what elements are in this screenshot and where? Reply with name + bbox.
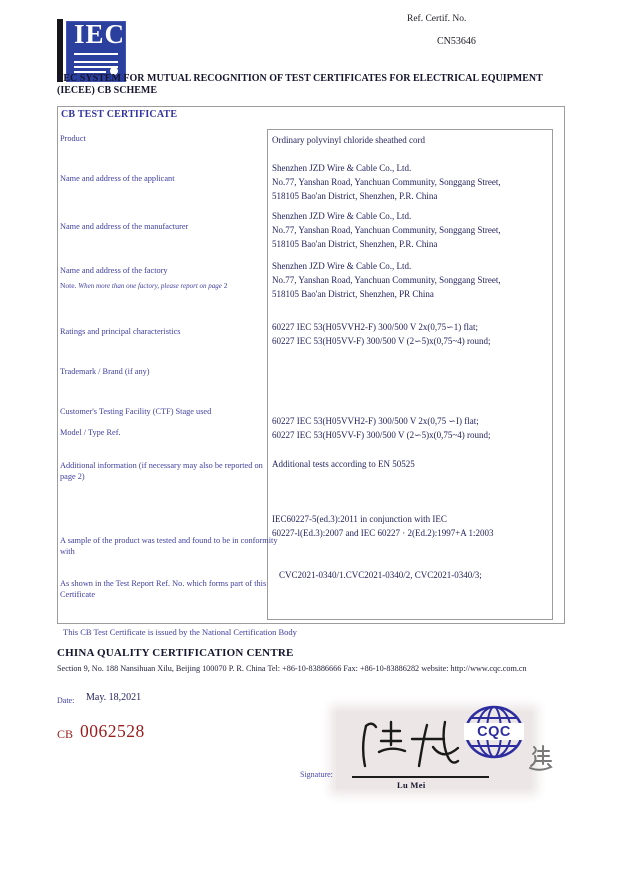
signatory-name: Lu Mei: [397, 780, 426, 790]
stamp-character: [527, 744, 553, 772]
additional-info-value: Additional tests according to EN 50525: [272, 459, 415, 469]
applicant-line: 518105 Bao'an District, Shenzhen, P.R. China: [272, 191, 438, 201]
model-type-label: Model / Type Ref.: [60, 428, 121, 437]
iec-logo-underline: [74, 53, 118, 55]
factory-note-prefix: Note.: [60, 281, 77, 290]
factory-line: No.77, Yanshan Road, Yanchuan Community, Songgang Street,: [272, 275, 501, 285]
ncb-name: CHINA QUALITY CERTIFICATION CENTRE: [57, 647, 294, 659]
test-report-label: As shown in the Test Report Ref. No. which forms part of this Certificate: [60, 579, 267, 599]
signature-label: Signature:: [300, 770, 333, 779]
cb-number-prefix: CB: [57, 727, 74, 741]
scheme-title-line2: (IECEE) CB SCHEME: [57, 84, 158, 96]
factory-line: Shenzhen JZD Wire & Cable Co., Ltd.: [272, 261, 412, 271]
manufacturer-value: [272, 209, 548, 251]
manufacturer-line: 518105 Bao'an District, Shenzhen, P.R. China: [272, 239, 438, 249]
additional-info-label: Additional information (if necessary may also be reported on page 2): [60, 461, 263, 481]
manufacturer-label: Name and address of the manufacturer: [60, 222, 189, 231]
ref-certif-no-label: Ref. Certif. No.: [407, 14, 467, 24]
product-label: Product: [60, 134, 86, 143]
test-report-value: CVC2021-0340/1.CVC2021-0340/2, CVC2021-0340/3;: [279, 570, 482, 580]
product-value: Ordinary polyvinyl chloride sheathed cord: [272, 135, 425, 145]
issued-by-statement: This CB Test Certificate is issued by the National Certification Body: [63, 627, 297, 637]
trademark-label: Trademark / Brand (if any): [60, 367, 150, 376]
model-line: 60227 IEC 53(H05VVH2-F) 300/500 V 2x(0,75 ∽I) flat;: [272, 416, 479, 426]
scheme-title-line1: I EC SYSTEM FOR MUTUAL RECOGNITION OF TEST CERTIFICATES FOR ELECTRICAL EQUIPMENT: [57, 73, 543, 84]
model-line: 60227 IEC 53(H05VV-F) 300/500 V (2∽5)x(0,75~4) round;: [272, 430, 491, 440]
date-value: May. 18,2021: [86, 692, 142, 703]
factory-note-italic: When more than one factory, please report on page: [78, 282, 222, 290]
applicant-value: [272, 161, 548, 203]
applicant-line: No.77, Yanshan Road, Yanchuan Community, Songgang Street,: [272, 177, 501, 187]
conformity-label: A sample of the product was tested and found to be in conformity with: [60, 536, 278, 556]
conformity-line: 60227-l(Ed.3):2007 and IEC 60227 · 2(Ed.2):1997+A 1:2003: [272, 528, 494, 538]
cb-test-certificate-title: CB TEST CERTIFICATE: [61, 109, 178, 120]
cb-number-value: 0062528: [80, 721, 145, 741]
manufacturer-line: No.77, Yanshan Road, Yanchuan Community, Songgang Street,: [272, 225, 501, 235]
factory-line: 518105 Bao'an District, Shenzhen, PR China: [272, 289, 434, 299]
signature-line: [352, 776, 489, 778]
applicant-line: Shenzhen JZD Wire & Cable Co., Ltd.: [272, 163, 412, 173]
factory-label: Name and address of the factory: [60, 266, 168, 275]
factory-note-suffix: 2: [223, 281, 228, 290]
cqc-logo-text: CQC: [464, 723, 524, 740]
ratings-line: 60227 IEC 53(H05VVH2-F) 300/500 V 2x(0,75∽1) flat;: [272, 322, 478, 332]
conformity-value: [272, 512, 548, 540]
factory-value: [272, 259, 548, 301]
ratings-line: 60227 IEC 53(H05VV-F) 300/500 V (2∽5)x(0,75~4) round;: [272, 336, 491, 346]
cqc-logo: [463, 705, 525, 759]
ctf-stage-label: Customer's Testing Facility (CTF) Stage used: [60, 407, 212, 416]
ref-certif-no-value: CN53646: [437, 36, 476, 47]
scheme-title: [57, 73, 567, 96]
ncb-address: Section 9, No. 188 Nansihuan Xilu, Beijing 100070 P. R. China Tel: +86-10-83886666 Fax: +86-10-83886282 website: http://www.cqc.com.cn: [57, 664, 527, 673]
conformity-line: IEC60227-5(ed.3):2011 in conjunction with IEC: [272, 514, 447, 524]
ratings-label: Ratings and principal characteristics: [60, 327, 181, 336]
factory-note: [60, 281, 278, 292]
model-type-value: [272, 414, 548, 442]
date-label: Date:: [57, 696, 75, 705]
ratings-value: [272, 320, 548, 348]
applicant-label: Name and address of the applicant: [60, 174, 175, 183]
iec-logo-line: [74, 61, 118, 63]
iec-logo-text: IEC: [74, 19, 126, 49]
manufacturer-line: Shenzhen JZD Wire & Cable Co., Ltd.: [272, 211, 412, 221]
